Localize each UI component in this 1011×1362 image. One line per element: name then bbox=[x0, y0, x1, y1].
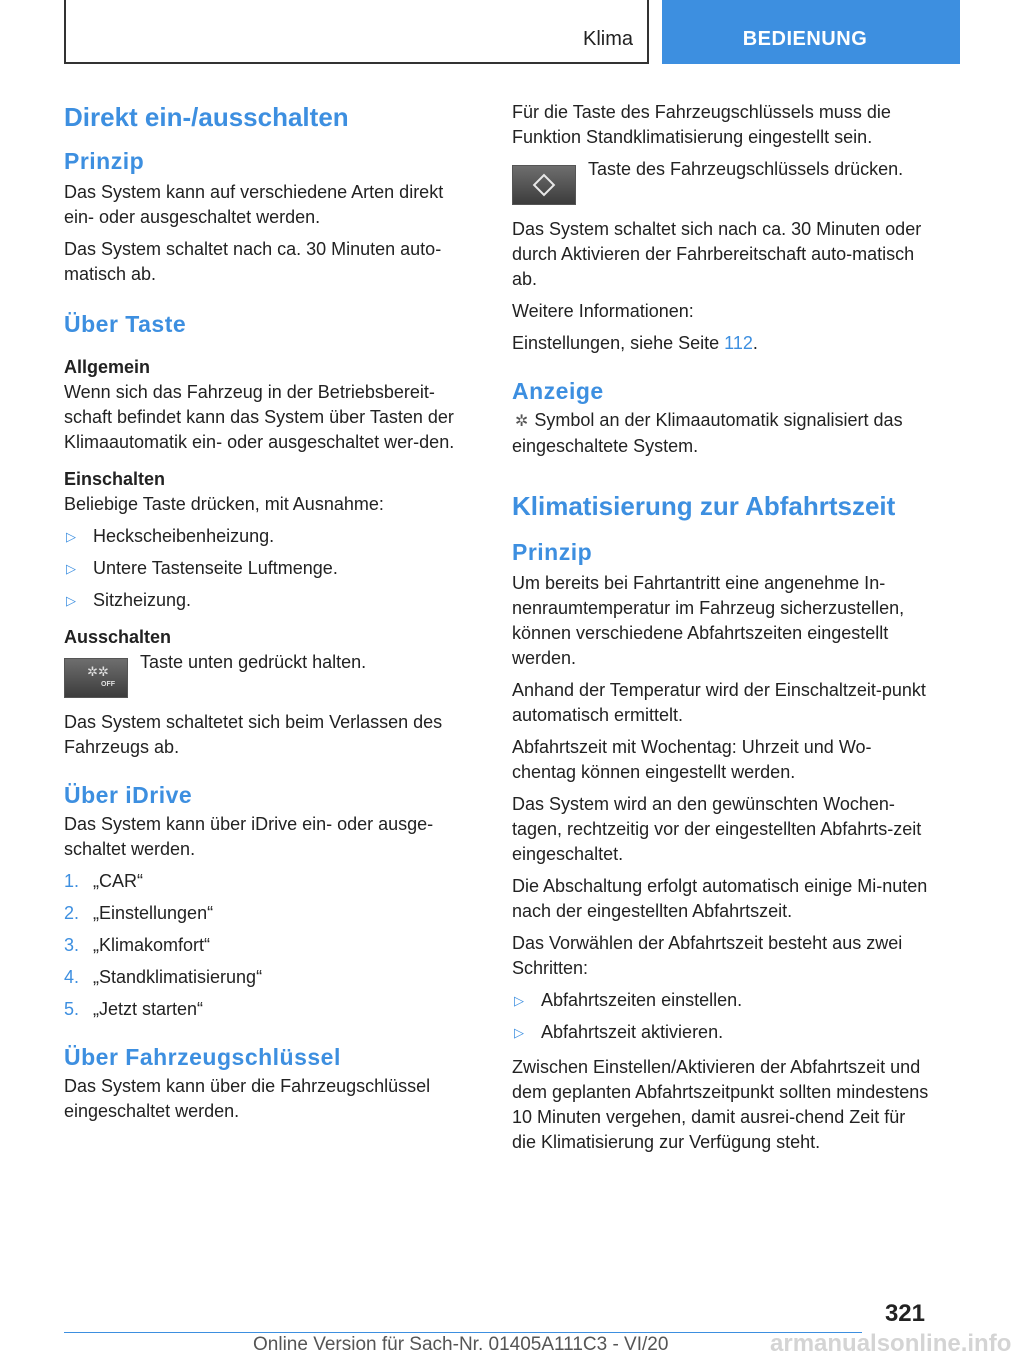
list-item: 5. „Jetzt starten“ bbox=[64, 999, 204, 1019]
departure-steps bbox=[512, 988, 932, 1045]
triangle-right-icon: ▷ bbox=[66, 529, 76, 544]
anzeige-text: ✲ Symbol an der Klimaautomatik signalisiert das eingeschaltete System. bbox=[512, 410, 903, 456]
departure-text-6: Das Vorwählen der Abfahrtszeit besteht aus zwei Schritten: bbox=[512, 933, 903, 978]
header-box bbox=[64, 0, 649, 64]
right-column bbox=[512, 100, 932, 1162]
heading-ueber-fahrzeugschluessel: Über Fahrzeugschlüssel bbox=[64, 1044, 341, 1070]
auto-off-text: Das System schaltet sich nach ca. 30 Minuten oder durch Aktivieren der Fahrbereitschaft auto-matisch ab. bbox=[512, 219, 922, 289]
fahrzeugschluessel-text: Das System kann über die Fahrzeugschlüssel eingeschaltet werden. bbox=[64, 1076, 431, 1121]
page-link-112[interactable]: 112 bbox=[724, 333, 753, 353]
idrive-steps bbox=[64, 869, 474, 1022]
heading-ueber-idrive: Über iDrive bbox=[64, 782, 193, 808]
departure-text-3: Abfahrtszeit mit Wochentag: Uhrzeit und Wo-chentag können eingestellt werden. bbox=[512, 737, 872, 782]
footer-version-text: Online Version für Sach-Nr. 01405A111C3 - VI/20 bbox=[253, 1334, 669, 1355]
key-intro-text: Für die Taste des Fahrzeugschlüssels muss die Funktion Standklimatisierung eingestellt sein. bbox=[512, 102, 891, 147]
heading-prinzip-departure: Prinzip bbox=[512, 539, 593, 565]
idrive-text: Das System kann über iDrive ein- oder ausge-schaltet werden. bbox=[64, 814, 434, 859]
triangle-right-icon: ▷ bbox=[514, 1025, 524, 1040]
page-number: 321 bbox=[884, 1300, 925, 1327]
watermark: armanualsonline.info bbox=[770, 1330, 1011, 1357]
list-item: ▷ Abfahrtszeit aktivieren. bbox=[512, 1020, 932, 1045]
label-allgemein: Allgemein bbox=[64, 357, 151, 377]
heading-ueber-taste: Über Taste bbox=[64, 311, 187, 337]
left-column bbox=[64, 100, 474, 1131]
more-info-text: Weitere Informationen: bbox=[512, 301, 694, 321]
list-item: ▷ Untere Tastenseite Luftmenge. bbox=[64, 556, 474, 581]
prinzip-text-2: Das System schaltet nach ca. 30 Minuten auto-matisch ab. bbox=[64, 239, 442, 284]
allgemein-text: Wenn sich das Fahrzeug in der Betriebsbereit-schaft befindet kann das System über Tasten der Klimaautomatik ein- oder ausgeschaltet wer-den. bbox=[64, 382, 455, 452]
diamond-button-icon bbox=[512, 165, 576, 205]
ac-off-button-icon: ✲✲ OFF bbox=[64, 658, 128, 698]
leave-vehicle-text: Das System schaltetet sich beim Verlassen des Fahrzeugs ab. bbox=[64, 712, 443, 757]
triangle-right-icon: ▷ bbox=[514, 993, 524, 1008]
label-einschalten: Einschalten bbox=[64, 469, 166, 489]
footer-rule bbox=[64, 1332, 862, 1333]
heading-prinzip: Prinzip bbox=[64, 148, 145, 174]
settings-reference: Einstellungen, siehe Seite 112. bbox=[512, 333, 758, 353]
departure-text-7: Zwischen Einstellen/Aktivieren der Abfahrtszeit und dem geplanten Abfahrtszeitpunkt sollten mindestens 10 Minuten vergehen, damit ausrei-chend Zeit für die Klimatisierung zur Verfügung steht. bbox=[512, 1057, 929, 1152]
key-press-text: Taste des Fahrzeugschlüssels drücken. bbox=[588, 159, 904, 179]
key-press-row bbox=[512, 157, 932, 205]
off-label: OFF bbox=[101, 681, 115, 688]
heading-anzeige: Anzeige bbox=[512, 378, 604, 404]
title-departure-climate: Klimatisierung zur Abfahrtszeit bbox=[512, 491, 896, 521]
list-item: 1. „CAR“ bbox=[64, 871, 143, 891]
prinzip-text-1: Das System kann auf verschiedene Arten direkt ein- oder ausgeschaltet werden. bbox=[64, 182, 444, 227]
departure-text-1: Um bereits bei Fahrtantritt eine angenehme In-nenraumtemperatur im Fahrzeug sicherzustellen, können verschiedene Abfahrtszeiten eingestellt werden. bbox=[512, 573, 905, 668]
exception-list bbox=[64, 524, 474, 613]
label-ausschalten: Ausschalten bbox=[64, 627, 172, 647]
ausschalten-text: Taste unten gedrückt halten. bbox=[140, 652, 367, 672]
header-chapter-tab bbox=[662, 0, 960, 64]
einschalten-text: Beliebige Taste drücken, mit Ausnahme: bbox=[64, 494, 384, 514]
list-item: 3. „Klimakomfort“ bbox=[64, 935, 211, 955]
header-section-title: Klima bbox=[582, 28, 633, 50]
list-item: ▷ Abfahrtszeiten einstellen. bbox=[512, 988, 932, 1013]
departure-text-2: Anhand der Temperatur wird der Einschaltzeit-punkt automatisch ermittelt. bbox=[512, 680, 926, 725]
departure-text-4: Das System wird an den gewünschten Wochen-tagen, rechtzeitig vor der eingestellten Abfahrts-zeit eingeschaltet. bbox=[512, 794, 922, 864]
climate-symbol-icon: ✲ bbox=[515, 413, 529, 430]
list-item: 4. „Standklimatisierung“ bbox=[64, 967, 263, 987]
triangle-right-icon: ▷ bbox=[66, 561, 76, 576]
list-item: ▷ Heckscheibenheizung. bbox=[64, 524, 474, 549]
departure-text-5: Die Abschaltung erfolgt automatisch einige Mi-nuten nach der eingestellten Abfahrtszeit. bbox=[512, 876, 928, 921]
list-item: 2. „Einstellungen“ bbox=[64, 903, 214, 923]
header-chapter-label: BEDIENUNG bbox=[742, 28, 868, 50]
list-item: ▷ Sitzheizung. bbox=[64, 588, 474, 613]
title-direct-switch: Direkt ein-/ausschalten bbox=[64, 102, 349, 132]
triangle-right-icon: ▷ bbox=[66, 593, 76, 608]
ausschalten-row bbox=[64, 650, 474, 698]
